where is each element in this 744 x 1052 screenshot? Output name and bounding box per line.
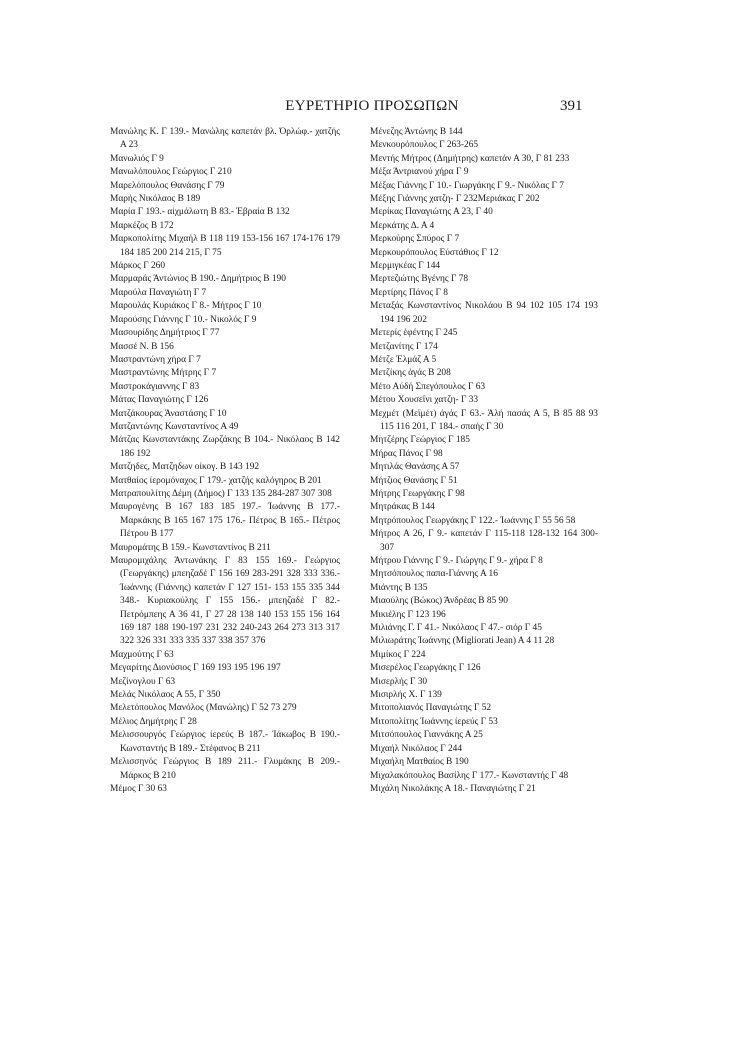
index-entry: Μετερίς έφέντης Γ 245 — [370, 328, 458, 339]
index-entry: Μήτρης Γεωργάκης Γ 98 — [370, 488, 465, 499]
index-entry: Μητράκας Β 144 — [370, 502, 435, 513]
index-entry: Μήτρου Γιάννης Γ 9.- Γιώργης Γ 9.- χήρα Γ 8 — [370, 556, 543, 566]
index-entry: Μαρκέζος Β 172 — [110, 220, 174, 231]
index-entry: Μάρκος Γ 260 — [110, 261, 166, 272]
index-entry: Ματζηδες, Ματζηδων οίκογ. Β 143 192 — [110, 462, 260, 473]
index-entry: Μερκουρόπουλος Εύστάθιος Γ 12 — [370, 247, 499, 258]
index-entry: Μιτοπολίτης Ίωάννης ίερεύς Γ 53 — [370, 716, 498, 727]
index-entry: Μαυρομιχάλης Άντωνάκης Γ 83 155 169.- Γεώργιος (Γεωργάκης) μπεηζαδέ Γ 156 169 283-291 328 333 336.- Ίωάννης (Γιάννης) καπετάν Γ 127 151- 153 155 335 344 348.- Κυριακούλης Γ 155 156.- μπεηζαδέ Γ 82.- Πετρόμπεης Α 36 41, Γ 27 28 138 140 153 155 156 164 169 187 188 190-197 231 232 240-243 264 273 313 317 322 326 331 333 335 337 338 357 376 — [110, 556, 340, 647]
index-entry: Μερκούρης Σπύρος Γ 7 — [370, 234, 460, 245]
index-entry: Μαρία Γ 193.- αίχμάλωτη Β 83.- Έβραία Β 132 — [110, 207, 290, 218]
index-entry: Μερκάτης Δ. Α 4 — [370, 220, 435, 231]
index-entry: Μιτοπολιανός Παναγιώτης Γ 52 — [370, 703, 492, 714]
index-entry: Μιτσόπουλος Γιαννάκης Α 25 — [370, 730, 483, 741]
index-entry: Μισιρλής Χ. Γ 139 — [370, 690, 442, 701]
index-entry: Μερμιγκέας Γ 144 — [370, 261, 441, 272]
index-entry: Μιχαλακόπουλος Βασίλης Γ 177.- Κωνσταντής Γ 48 — [370, 770, 569, 781]
index-entry: Μέτο Αύδή Σπεγόπουλος Γ 63 — [370, 381, 486, 392]
index-entry: Μητζέρης Γεώργιος Γ 185 — [370, 435, 470, 446]
index-entry: Μέξας Γιάννης Γ 10.- Γιωργάκης Γ 9.- Νικόλας Γ 7 — [370, 180, 564, 191]
index-entry: Μετζίκης άγάς Β 208 — [370, 368, 451, 379]
index-entry: Μαυρογένης Β 167 183 185 197.- Ίωάννης Β 177.- Μαρκάκης Β 165 167 175 176.- Πέτρος Β 165.- Πέτρος Πέτρου Β 177 — [110, 502, 340, 540]
index-entry: Μαρούλα Παναγιώτη Γ 7 — [110, 287, 207, 298]
index-entry: Μερίκας Παναγιώτης Α 23, Γ 40 — [370, 207, 493, 218]
index-entry: Μιχαήλη Ματθαίος Β 190 — [370, 757, 469, 768]
index-entry: Μέξης Γιάννης χατζη- Γ 232Μεριάκας Γ 202 — [370, 194, 540, 205]
index-entry: Μιχαήλ Νικόλαος Γ 244 — [370, 743, 463, 754]
index-entry: Μιάντης Β 135 — [370, 582, 428, 593]
index-entry: Μιμίκος Γ 224 — [370, 649, 426, 660]
index-entry: Μετζανίτης Γ 174 — [370, 341, 438, 352]
index-entry: Μικιέλης Γ 123 196 — [370, 609, 446, 620]
index-entry: Μιλιάνης Γ. Γ 41.- Νικόλαος Γ 47.- σιόρ Γ 45 — [370, 623, 542, 634]
index-entry: Μητσόπουλος παπα-Γιάννης Α 16 — [370, 569, 498, 580]
index-entry: Ματθαίος ίερομόναχος Γ 179.- χατζής καλόγηρος Β 201 — [110, 475, 322, 486]
index-entry: Μελετόπουλος Μανόλος (Μανώλης) Γ 52 73 279 — [110, 703, 297, 714]
index-entry: Μαχμούτης Γ 63 — [110, 649, 174, 660]
index-entry: Μανώλης Κ. Γ 139.- Μανώλης καπετάν βλ. Όρλώφ.- χατζής Α 23 — [110, 127, 340, 151]
index-entry: Μελάς Νικόλαος Α 55, Γ 350 — [110, 690, 221, 701]
index-entry: Μάτας Παναγιώτης Γ 126 — [110, 395, 209, 406]
index-entry: Μέλιος Δημήτρης Γ 28 — [110, 716, 197, 727]
index-entry: Μεχμέτ (Μεϊμέτ) άγάς Γ 63.- Άλή πασάς Α 5, Β 85 88 93 115 116 201, Γ 184.- σπαής Γ 30 — [370, 408, 598, 432]
index-entry: Μητιλάς Θανάσης Α 57 — [370, 462, 460, 473]
page-number: 391 — [560, 98, 583, 114]
index-entry: Μήρας Πάνος Γ 98 — [370, 448, 443, 459]
index-entry: Μιχάλη Νικολάκης Α 18.- Παναγιώτης Γ 21 — [370, 783, 536, 794]
index-entry: Μαρελόπουλος Θανάσης Γ 79 — [110, 180, 225, 191]
index-entry: Μαρούσης Γιάννης Γ 10.- Νικολός Γ 9 — [110, 314, 257, 325]
index-entry: Μενκουρόπουλος Γ 263-265 — [370, 140, 479, 151]
index-entry: Μαστραντώνης Μήτρης Γ 7 — [110, 368, 217, 379]
index-entry: Μαρμαράς Άντώνιος Β 190.- Δημήτριος Β 190 — [110, 274, 286, 285]
index-entry: Μητρόπουλος Γεωργάκης Γ 122.- Ίωάννης Γ 55 56 58 — [370, 515, 576, 526]
index-entry: Μελισσουργός Γεώργιος ίερεύς Β 187.- Ίάκωβος Β 190.- Κωνσταντής Β 189.- Στέφανος Β 211 — [110, 730, 340, 754]
index-entry: Μαστραντώνη χήρα Γ 7 — [110, 354, 201, 365]
index-entry: Μάτζας Κωνσταντάκης Ζωρζάκης Β 104.- Νικόλαος Β 142 186 192 — [110, 435, 340, 459]
index-entry: Ματζαντώνης Κωνσταντίνος Α 49 — [110, 421, 239, 432]
index-entry: Μιαούλης (Βώκος) Άνδρέας Β 85 90 — [370, 596, 508, 607]
index-entry: Μαρουλάς Κυριάκος Γ 8.- Μήτρος Γ 10 — [110, 301, 262, 312]
index-entry: Μεταξάς Κωνσταντίνος Νικολάου Β 94 102 105 174 193 194 196 202 — [370, 301, 598, 325]
index-entry: Μαρκοπολίτης Μιχαήλ Β 118 119 153-156 167 174-176 179 184 185 200 214 215, Γ 75 — [110, 234, 340, 258]
index-entry: Μεντής Μήτρος (Δημήτρης) καπετάν Α 30, Γ 81 233 — [370, 153, 570, 164]
index-entry: Μήτρος Α 26, Γ 9.- καπετάν Γ 115-118 128-132 164 300-307 — [370, 529, 598, 553]
index-entry: Μασσέ Ν. Β 156 — [110, 341, 174, 352]
index-column-right — [370, 126, 598, 796]
index-column-left — [110, 126, 340, 796]
index-entry: Μασουρίδης Δημήτριος Γ 77 — [110, 328, 220, 339]
index-entry: Μαυρομάτης Β 159.- Κωνσταντίνος Β 211 — [110, 542, 271, 553]
index-entry: Μέτου Χουσεΐνι χατζη- Γ 33 — [370, 395, 479, 406]
index-entry: Ματζάκουρας Άναστάσης Γ 10 — [110, 408, 227, 419]
index-entry: Ματραπουλίτης Δέμη (Δήμος) Γ 133 135 284-287 307 308 — [110, 488, 332, 499]
index-entry: Μερτεζιώτης Βγένης Γ 78 — [370, 274, 469, 285]
index-entry: Μήτζιος Θανάσης Γ 51 — [370, 475, 458, 486]
index-entry: Μιλιωράτης Ίωάννης (Migliorati Jean) Α 4 11 28 — [370, 636, 555, 647]
index-entry: Μένεζης Άντώνης Β 144 — [370, 127, 463, 137]
index-entry: Μέξα Άντριανού χήρα Γ 9 — [370, 167, 469, 178]
index-entry: Μέτζε Έλμάζ Α 5 — [370, 354, 437, 365]
index-entry: Μαστροκάγιαννης Γ 83 — [110, 381, 200, 392]
index-entry: Μανωλιός Γ 9 — [110, 153, 164, 164]
index-entry: Μανωλόπουλος Γεώργιος Γ 210 — [110, 167, 232, 178]
index-entry: Μέμος Γ 30 63 — [110, 783, 167, 794]
index-entry: Μισερλής Γ 30 — [370, 676, 428, 687]
index-entry: Μερτίρης Πάνος Γ 8 — [370, 287, 448, 298]
index-entry: Μαρής Νικόλαος Β 189 — [110, 194, 201, 205]
index-entry: Μεγαρίτης Διονύσιος Γ 169 193 195 196 197 — [110, 663, 281, 674]
index-entry: Μελισσηνός Γεώργιος Β 189 211.- Γλυμάκης Β 209.- Μάρκος Β 210 — [110, 757, 340, 781]
index-entry: Μεζίνογλου Γ 63 — [110, 676, 176, 687]
page-title: ΕΥΡΕΤΗΡΙΟ ΠΡΟΣΩΠΩΝ — [285, 98, 459, 114]
index-entry: Μισερέλος Γεωργάκης Γ 126 — [370, 663, 481, 674]
